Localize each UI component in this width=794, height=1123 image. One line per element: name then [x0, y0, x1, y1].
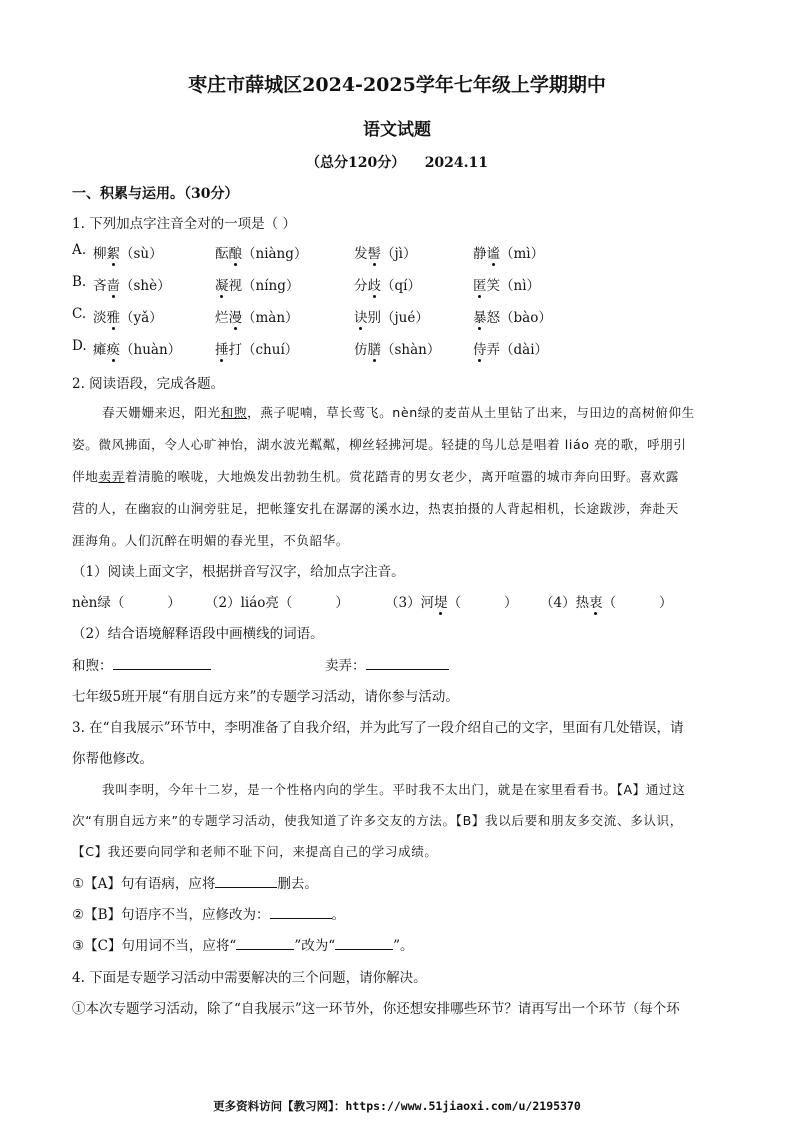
answer-hexu: 和煦：	[72, 654, 211, 674]
passage-line: 我叫李明，今年十二岁，是一个性格内向的学生。平时我不太出门，就是在家里看看书。【A】通过这	[102, 782, 686, 797]
q3-stem-cont: 你帮他修改。	[72, 751, 153, 767]
answer-blank[interactable]	[236, 935, 294, 950]
exam-meta: （总分120分） 2024.11	[305, 155, 489, 171]
q3-answer-c: ③【C】句用词不当，应将“ ”改为“ ”。	[72, 934, 414, 954]
subject-title: 语文试题	[363, 120, 431, 140]
q2-stem: 2. 阅读语段，完成各题。	[72, 376, 225, 392]
q4-stem: 4. 下面是专题学习活动中需要解决的三个问题，请你解决。	[72, 970, 427, 986]
q2-sub2: （2）结合语境解释语段中画横线的词语。	[72, 626, 324, 642]
q1-option-word: 侍弄（dài）	[473, 338, 548, 358]
q1-option-word: 凝视（níng）	[215, 274, 299, 294]
fill-liao: （2）liáo亮（ ）	[205, 595, 349, 611]
q1-option-word: 静谧（mì）	[473, 242, 544, 262]
section-heading: 一、积累与运用。（30分）	[72, 186, 239, 202]
q3-answer-b: ②【B】句语序不当，应修改为： 。	[72, 903, 345, 923]
underlined-mainong: 卖弄	[98, 469, 125, 484]
passage-line: 伴地卖弄着清脆的喉咙，大地焕发出勃勃生机。赏花踏青的男女老少，离开喧嚣的城市奔向田野。喜欢露	[72, 469, 679, 484]
q1-option-word: 匿笑（nì）	[473, 274, 540, 294]
q1-option-label[interactable]: A.	[72, 242, 87, 258]
q1-option-word: 吝啬（shè）	[93, 274, 171, 294]
q1-option-word: 发髻（jì）	[354, 242, 417, 262]
q2-sub1: （1）阅读上面文字，根据拼音写汉字，给加点字注音。	[72, 564, 405, 580]
answer-blank[interactable]	[270, 904, 332, 919]
answer-blank[interactable]	[215, 873, 277, 888]
answer-mainong: 卖弄：	[325, 654, 449, 674]
q1-option-word: 瘫痪（huàn）	[93, 338, 181, 358]
q1-option-word: 烂漫（màn）	[215, 306, 299, 326]
q1-option-label[interactable]: C.	[72, 306, 87, 322]
exam-title: 枣庄市薛城区2024-2025学年七年级上学期期中	[188, 74, 606, 96]
fill-nen: nèn绿（ ）	[72, 595, 181, 611]
q3-answer-a: ①【A】句有语病，应将 删去。	[72, 872, 318, 892]
answer-blank[interactable]	[113, 655, 211, 670]
activity-intro: 七年级5班开展“有朋自远方来”的专题学习活动，请你参与活动。	[72, 689, 459, 705]
passage-line: 次“有朋自远方来”的专题学习活动，使我知道了许多交友的方法。【B】我以后要和朋友多交流、多认识，	[72, 813, 683, 828]
q1-option-label[interactable]: D.	[72, 338, 87, 354]
passage-line: 春天姗姗来迟，阳光和煦，燕子呢喃，草长莺飞。nèn绿的麦苗从土里钻了出来，与田边的高树俯仰生	[102, 405, 695, 420]
q1-option-word: 暴怒（bào）	[473, 306, 552, 326]
q3-stem: 3. 在“自我展示”环节中，李明准备了自我介绍，并为此写了一段介绍自己的文字，里面有几处错误，请	[72, 720, 684, 736]
q1-option-word: 柳絮（sù）	[93, 242, 163, 262]
q4-sub1: ①本次专题学习活动，除了“自我展示”这一环节外，你还想安排哪些环节？请再写出一个环节（每个环	[72, 1001, 680, 1017]
fill-hedi: （3）河堤（ ）	[385, 591, 518, 611]
q1-option-label[interactable]: B.	[72, 274, 87, 290]
q1-option-word: 分歧（qí）	[354, 274, 421, 294]
underlined-hexu: 和煦	[220, 405, 248, 420]
passage-line: 姿。微风拂面，令人心旷神怡，湖水波光粼粼，柳丝轻拂河堤。轻捷的鸟儿总是唱着 liáo 亮的歌，呼朋引	[72, 437, 687, 452]
answer-blank[interactable]	[366, 655, 449, 670]
q1-stem: 1. 下列加点字注音全对的一项是（ ）	[72, 216, 296, 232]
passage-line: 【C】我还要向同学和老师不耻下问，来提高自己的学习成绩。	[72, 844, 438, 859]
passage-line: 涯海角。人们沉醉在明媚的春光里，不负韶华。	[72, 533, 350, 548]
q1-option-word: 仿膳（shàn）	[354, 338, 440, 358]
answer-blank[interactable]	[335, 935, 393, 950]
q1-option-word: 捶打（chuí）	[215, 338, 298, 358]
fill-rezhong: （4）热衷（ ）	[540, 591, 673, 611]
q1-option-word: 诀别（jué）	[354, 306, 429, 326]
passage-line: 营的人，在幽寂的山涧旁驻足，把帐篷安扎在潺潺的溪水边，热衷拍摄的人背起相机，长途跋涉，奔赴天	[72, 501, 679, 516]
q1-option-word: 淡雅（yǎ）	[93, 306, 163, 326]
footer-link[interactable]: 更多资料访问【教习网】：https://www.51jiaoxi.com/u/2195370	[213, 1099, 581, 1113]
q1-option-word: 酝酿（niàng）	[215, 242, 307, 262]
